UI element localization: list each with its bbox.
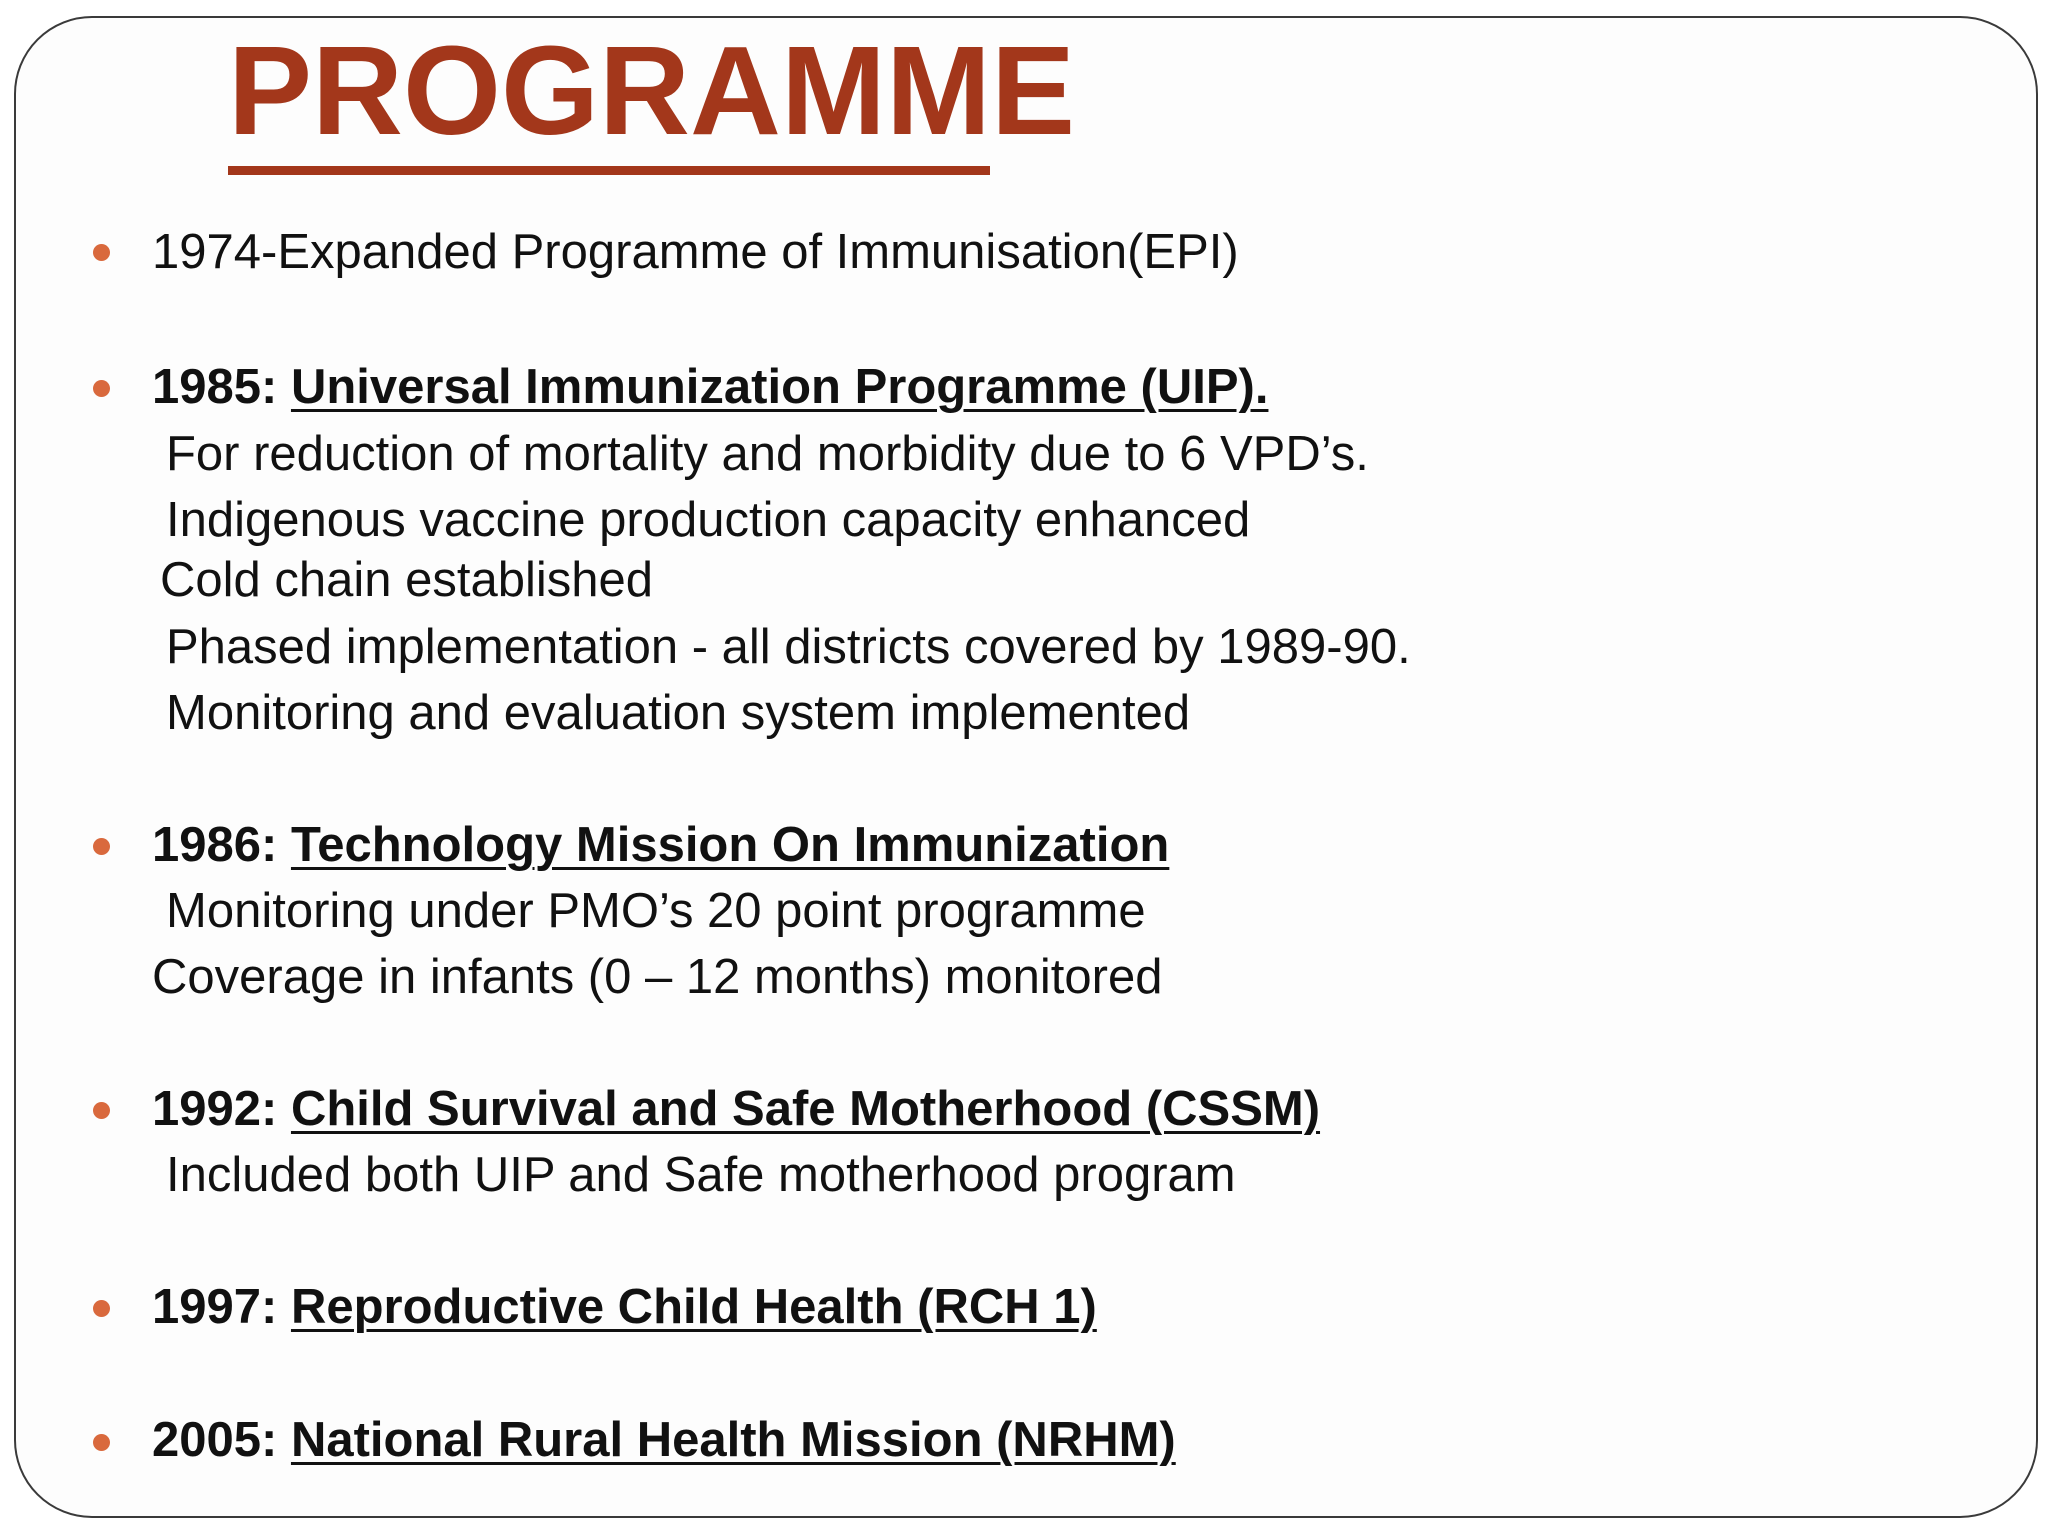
detail-line: Phased implementation - all districts covered by 1989-90. <box>166 620 1411 674</box>
detail-line: For reduction of mortality and morbidity due to 6 VPD’s. <box>166 427 1369 481</box>
bullet-dot <box>93 244 110 261</box>
list-item-technology-mission <box>152 815 1169 875</box>
technology-mission-link[interactable]: Technology Mission On Immunization <box>290 818 1170 872</box>
list-item-cssm <box>152 1079 1320 1139</box>
list-item-rch <box>152 1277 1097 1337</box>
title-line-2: PROGRAMME <box>228 20 1075 161</box>
year-label: 1997: <box>152 1280 278 1334</box>
year-label: 2005: <box>152 1413 278 1467</box>
bullet-dot <box>93 1102 110 1119</box>
bullet-dot <box>93 838 110 855</box>
year-label: 1992: <box>152 1082 278 1136</box>
detail-line: Cold chain established <box>160 553 654 607</box>
nrhm-link[interactable]: National Rural Health Mission (NRHM) <box>290 1413 1176 1467</box>
list-item-nrhm <box>152 1410 1176 1470</box>
year-label: 1986: <box>152 818 278 872</box>
list-item-uip <box>152 357 1268 417</box>
rch-link[interactable]: Reproductive Child Health (RCH 1) <box>290 1280 1097 1334</box>
detail-line: Included both UIP and Safe motherhood program <box>166 1148 1236 1202</box>
cssm-link[interactable]: Child Survival and Safe Motherhood (CSSM) <box>290 1082 1321 1136</box>
bullet-dot <box>93 1434 110 1451</box>
detail-line: Monitoring under PMO’s 20 point programme <box>166 884 1146 938</box>
uip-link[interactable]: Universal Immunization Programme (UIP). <box>290 360 1269 414</box>
detail-line: Indigenous vaccine production capacity enhanced <box>166 493 1251 547</box>
detail-line: Monitoring and evaluation system implemented <box>166 686 1191 740</box>
list-item-epi: 1974-Expanded Programme of Immunisation(EPI) <box>152 225 1239 279</box>
year-label: 1985: <box>152 360 278 414</box>
bullet-dot <box>93 1300 110 1317</box>
detail-line: Coverage in infants (0 – 12 months) monitored <box>152 950 1163 1004</box>
bullet-dot <box>93 380 110 397</box>
